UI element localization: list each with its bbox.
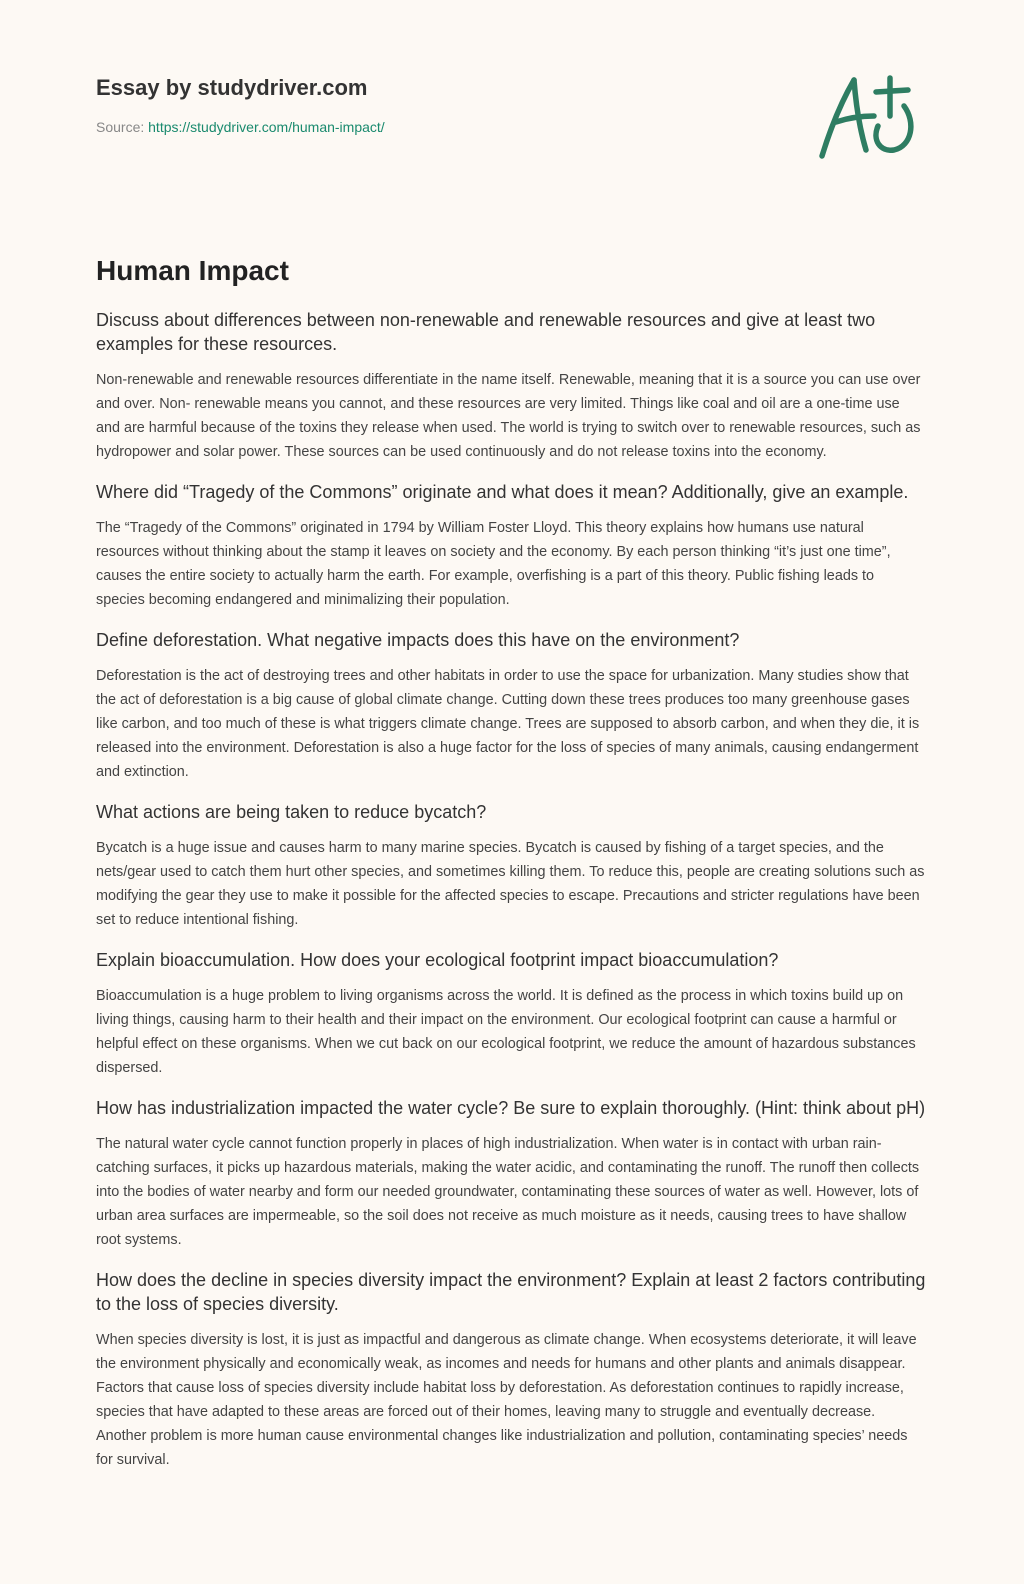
- section-question: Define deforestation. What negative impacts does this have on the environment?: [96, 630, 740, 650]
- source-link[interactable]: https://studydriver.com/human-impact/: [148, 119, 385, 135]
- section-answer: Bioaccumulation is a huge problem to living organisms across the world. It is defined as the process in which toxins build up on living things, causing harm to their health and their impact on the environment. Our ecological footprint can cause a harmful or helpful effect on these organisms. When we cut back on our ecological footprint, we reduce the amount of hazardous substances dispersed.: [96, 988, 916, 1076]
- section-answer: Deforestation is the act of destroying trees and other habitats in order to use the space for urbanization. Many studies show that the act of deforestation is a big cause of global climate change. Cutting down these trees produces too many greenhouse gases like carbon, and too much of these is what triggers climate change. Trees are supposed to absorb carbon, and when they die, it is released into the environment. Deforestation is also a huge factor for the loss of species of many animals, causing endangerment and extinction.: [96, 668, 920, 780]
- section-question: What actions are being taken to reduce bycatch?: [96, 802, 487, 822]
- header: [96, 74, 696, 136]
- essay-section: [96, 308, 926, 464]
- essay-body: [96, 254, 926, 1488]
- section-answer: Non-renewable and renewable resources differentiate in the name itself. Renewable, meaning that it is a source you can use over and over. Non- renewable means you cannot, and these resources are very limited. Things like coal and oil are a one-time use and are harmful because of the toxins they release when used. The world is trying to switch over to renewable resources, such as hydropower and solar power. These sources can be used continuously and do not release toxins into the economy.: [96, 372, 921, 460]
- section-question: Explain bioaccumulation. How does your ecological footprint impact bioaccumulation?: [96, 950, 779, 970]
- essay-section: [96, 948, 926, 1080]
- page-title: Human Impact: [96, 255, 289, 286]
- a-plus-logo-icon: [816, 70, 926, 165]
- essay-section: [96, 480, 926, 612]
- section-question: Where did “Tragedy of the Commons” originate and what does it mean? Additionally, give an example.: [96, 482, 909, 502]
- section-answer: The “Tragedy of the Commons” originated in 1794 by William Foster Lloyd. This theory explains how humans use natural resources without thinking about the stamp it leaves on society and the economy. By each person thinking “it’s just one time”, causes the entire society to actually harm the earth. For example, overfishing is a part of this theory. Public fishing leads to species becoming endangered and minimalizing their population.: [96, 520, 891, 608]
- essay-section: [96, 1096, 926, 1252]
- section-answer: When species diversity is lost, it is just as impactful and dangerous as climate change. When ecosystems deteriorate, it will leave the environment physically and economically weak, as incomes and needs for humans and other plants and animals disappear. Factors that cause loss of species diversity include habitat loss by deforestation. As deforestation continues to rapidly increase, species that have adapted to these areas are forced out of their homes, leaving many to struggle and eventually decrease. Another problem is more human cause environmental changes like industrialization and pollution, contaminating species’ needs for survival.: [96, 1332, 917, 1468]
- section-question: How does the decline in species diversity impact the environment? Explain at least 2 factors contributing to the loss of species diversity.: [96, 1270, 926, 1314]
- section-question: Discuss about differences between non-renewable and renewable resources and give at least two examples for these resources.: [96, 310, 876, 354]
- essay-section: [96, 1268, 926, 1472]
- essay-section: [96, 800, 926, 932]
- essay-section: [96, 628, 926, 784]
- source-label: Source:: [96, 119, 149, 135]
- section-answer: The natural water cycle cannot function properly in places of high industrialization. When water is in contact with urban rain-catching surfaces, it picks up hazardous materials, making the water acidic, and contaminating the runoff. The runoff then collects into the bodies of water nearby and form our needed groundwater, contaminating these sources of water as well. However, lots of urban area surfaces are impermeable, so the soil does not receive as much moisture as it needs, causing trees to have shallow root systems.: [96, 1136, 920, 1248]
- site-title: Essay by studydriver.com: [96, 75, 368, 100]
- section-answer: Bycatch is a huge issue and causes harm to many marine species. Bycatch is caused by fishing of a target species, and the nets/gear used to catch them hurt other species, and sometimes killing them. To reduce this, people are creating solutions such as modifying the gear they use to make it possible for the affected species to escape. Precautions and stricter regulations have been set to reduce intentional fishing.: [96, 840, 925, 928]
- source-line: [96, 118, 696, 136]
- section-question: How has industrialization impacted the water cycle? Be sure to explain thoroughly. (Hint: think about pH): [96, 1098, 926, 1118]
